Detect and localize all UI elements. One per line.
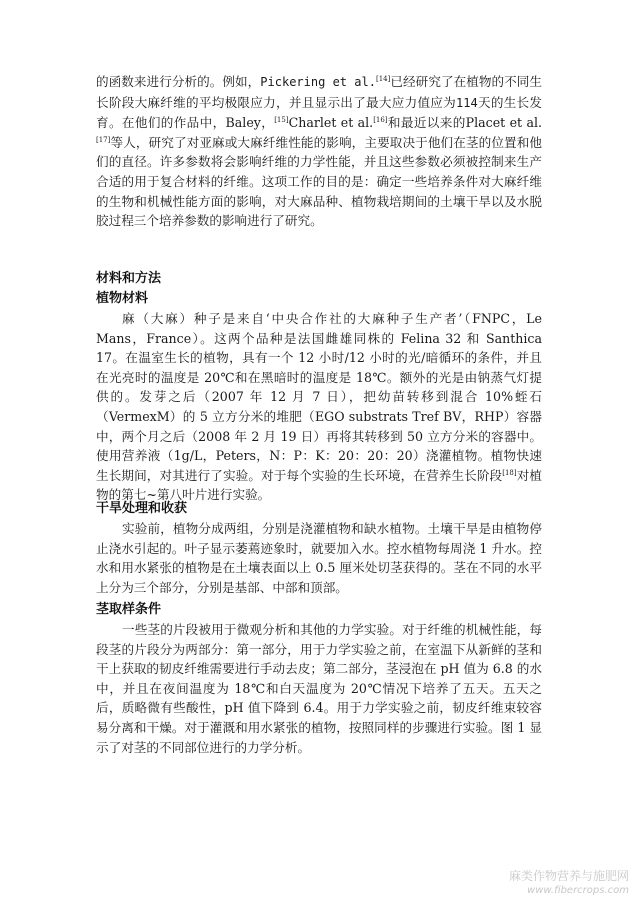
citation-ref: [15]: [274, 116, 289, 125]
subsection-heading-drought: 干旱处理和收获: [96, 501, 188, 516]
plant-text: 对植物的第七~第八叶片进行实验。: [96, 467, 543, 503]
growth-days-value: 114: [456, 95, 478, 110]
intro-text: 天的生长发育。在他们的作品中，Baley，: [96, 94, 543, 131]
author-placet: Placet et al.: [465, 115, 542, 131]
author-pickering: Pickering et al.: [260, 75, 376, 89]
stem-sampling-paragraph: [96, 620, 542, 757]
citation-ref: [17]: [96, 135, 111, 144]
section-heading-materials: 材料和方法: [96, 271, 162, 286]
plant-material-paragraph: [96, 309, 542, 505]
intro-text: 等人，研究了对亚麻或大麻纤维性能的影响，主要取决于他们在茎的位置和他们的直径。许多参数将会影响纤维的力学性能，并且这些参数必须被控制来生产合适的用于复合材料的纤维。这项工作的目的是：确定一些培养条件对大麻纤维的生物和机械性能方面的影响，对大麻品种、植物栽培期间的土壤干旱以及水脱胶过程三个培养参数的影响进行了研究。: [96, 134, 542, 229]
intro-text: 的函数来进行分析的。例如，: [96, 74, 261, 89]
subsection-heading-stem: 茎取样条件: [96, 602, 162, 617]
citation-ref: [16]: [373, 116, 388, 125]
drought-paragraph: [96, 519, 542, 597]
intro-text: 已经研究了在植物的不同生长阶段大麻纤维的平均极限应力，并且显示出了最大应力值应为: [96, 74, 543, 110]
drought-text: 实验前，植物分成两组，分别是浇灌植物和缺水植物。土壤干旱是由植物停止浇水引起的。叶子显示萎蔫迹象时，就要加入水。控水植物每周浇 1 升水。控水和用水紧张的植物是在土壤表面以上 0.5 厘米处切茎获得的。茎在不同的水平上分为三个部分，分别是基部、中部和顶部。: [96, 521, 542, 595]
intro-text: 和最近以来的: [387, 115, 466, 131]
watermark-site-name: 麻类作物营养与施肥网: [508, 869, 629, 883]
stem-text: 一些茎的片段被用于微观分析和其他的力学实验。对于纤维的机械性能，每段茎的片段分为两部分：第一部分，用于力学实验之前，在室温下从新鲜的茎和干上获取的韧皮纤维需要进行手动去皮；第二部分，茎浸泡在 pH 值为 6.8 的水中，并且在夜间温度为 18℃和白天温度为 20℃情况下培养了五天。五天之后，质略微有些酸性，pH 值下降到 6.4。用于力学实验之前，韧皮纤维束较容易分离和干燥。对于灌溉和用水紧张的植物，按照同样的步骤进行实验。图 1 显示了对茎的不同部位进行的力学分析。: [96, 622, 542, 755]
intro-paragraph: [96, 72, 542, 231]
citation-ref: [14]: [375, 75, 391, 83]
citation-ref: [18]: [502, 468, 517, 477]
site-watermark: [509, 869, 629, 897]
plant-text: 麻（大麻）种子是来自‘中央合作社的大麻种子生产者’（FNPC，Le Mans，France）。这两个品种是法国雌雄同株的 Felina 32 和 Santhica 17。在温室生长的植物，具有一个 12 小时/12 小时的光/暗循环的条件，并且在光亮时的温度是 20℃和在黑暗时的温度是 18℃。额外的光是由钠蒸气灯提供的。发芽之后（2007 年 12 月 7 日），把幼苗转移到混合 10%蛭石（VermexM）的 5 立方分米的堆肥（EGO substrats Tref BV，RHP）容器中，两个月之后（2008 年 2 月 19 日）再将其转移到 50 立方分米的容器中。使用营养液（1g/L，Peters，N：P：K：20：20：20）浇灌植物。植物快速生长期间，对其进行了实验。对于每个实验的生长环境，在营养生长阶段: [96, 311, 542, 483]
watermark-url: www.fibercrops.com: [527, 885, 629, 896]
author-charlet: Charlet et al.: [288, 115, 374, 131]
subsection-heading-plant: 植物材料: [96, 291, 149, 306]
